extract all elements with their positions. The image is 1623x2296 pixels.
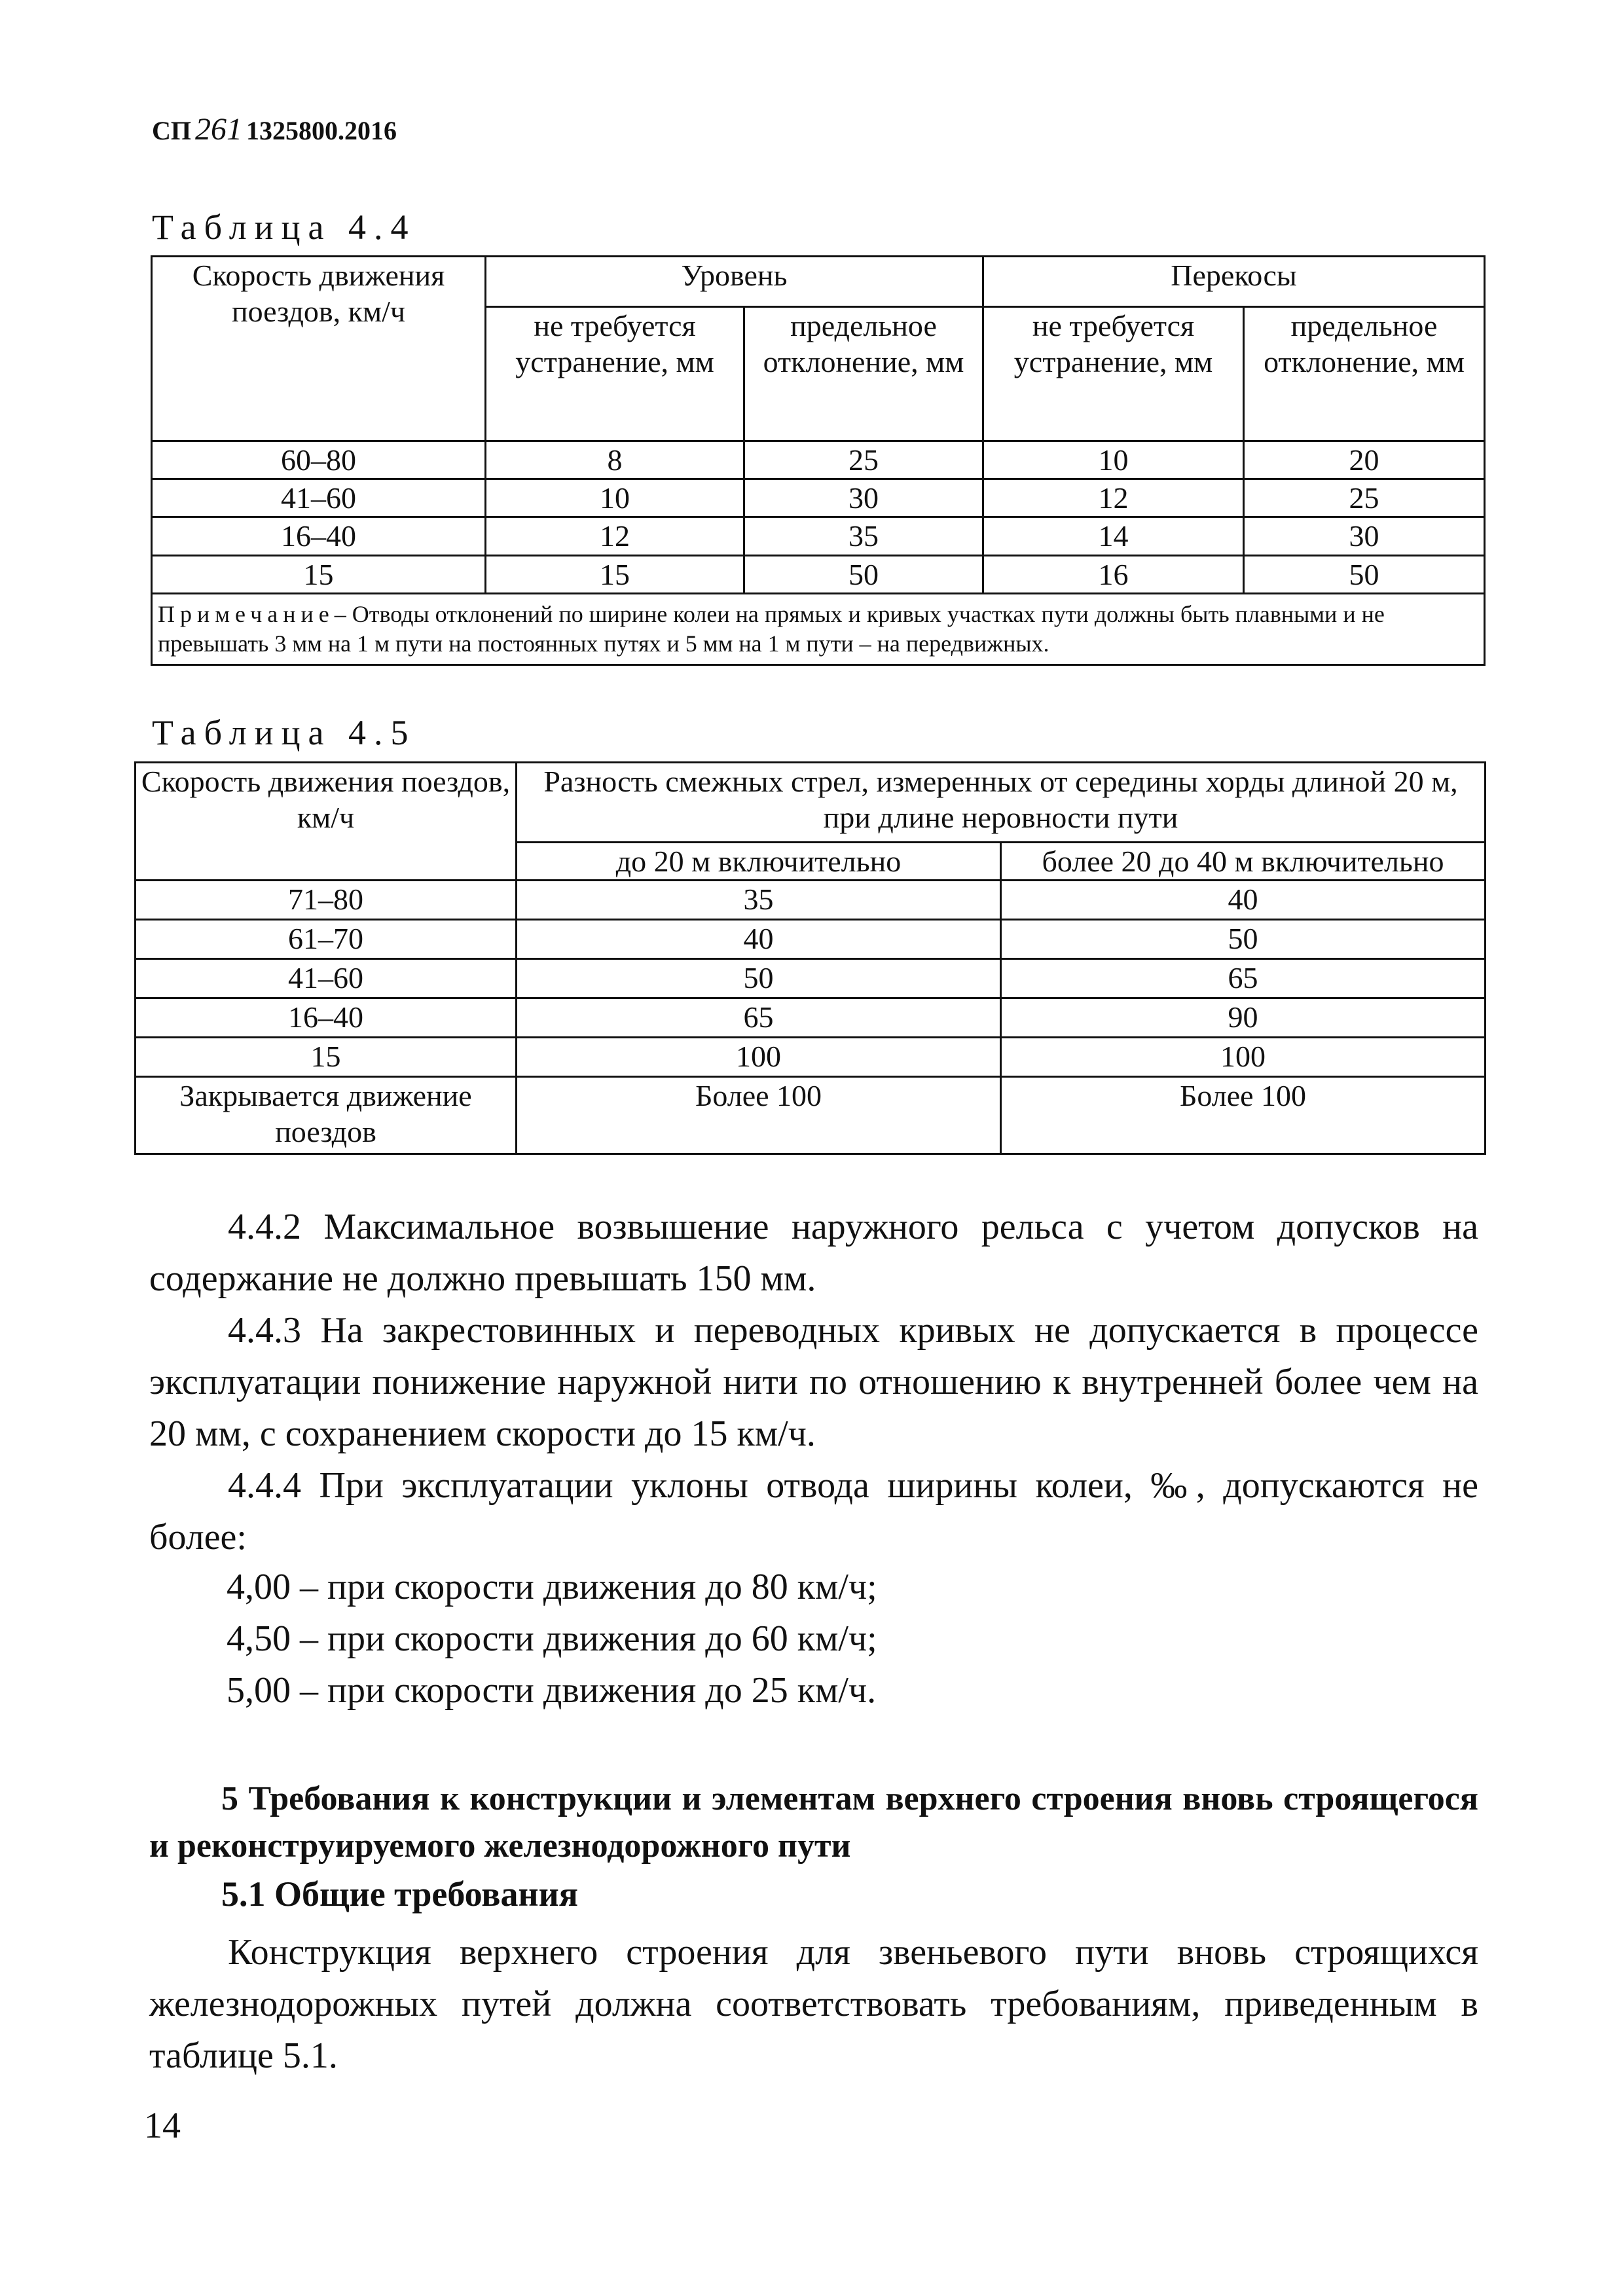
- table-cell: 20: [1244, 441, 1485, 479]
- doc-code-number: 1325800.2016: [246, 116, 397, 145]
- table-cell: 30: [744, 479, 983, 517]
- table-4-4-caption: Таблица 4.4: [152, 208, 416, 247]
- table-cell: 61–70: [136, 920, 517, 959]
- table-4-5-caption: Таблица 4.5: [152, 713, 416, 752]
- note-text: – Отводы отклонений по ширине колеи на прямых и кривых участках пути должны быть плавными и не превышать 3 мм на 1 м пути на постоянных путях и 5 мм на 1 м пути – на передвижных.: [158, 600, 1385, 657]
- table-cell: 40: [1001, 881, 1486, 920]
- table-cell: 35: [517, 881, 1001, 920]
- paragraph-4-4-2: 4.4.2 Максимальное возвышение наружного рельса с учетом допусков на содержание не должно превышать 150 мм.: [149, 1207, 1478, 1299]
- header-skew-no-fix: не требуется устранение, мм: [983, 307, 1244, 441]
- table-row: [152, 517, 1485, 555]
- table-cell: 65: [517, 998, 1001, 1038]
- table-cell: 40: [517, 920, 1001, 959]
- note-label: Примечание: [158, 600, 335, 627]
- table-cell: 50: [744, 555, 983, 593]
- header-difference: Разность смежных стрел, измеренных от середины хорды длиной 20 м, при длине неровности пути: [517, 763, 1486, 843]
- table-row: [152, 555, 1485, 593]
- table-row: [136, 920, 1486, 959]
- table-4-5: [134, 761, 1486, 1155]
- section-5-1-heading: 5.1 Общие требования: [221, 1874, 578, 1914]
- table-cell: 90: [1001, 998, 1486, 1038]
- document-code: [152, 111, 397, 147]
- table-cell: 60–80: [152, 441, 486, 479]
- table-note: [152, 593, 1485, 665]
- page-number: 14: [144, 2105, 181, 2146]
- table-cell: 16: [983, 555, 1244, 593]
- header-speed: Скорость движения поездов, км/ч: [152, 257, 486, 441]
- table-cell: 15: [486, 555, 744, 593]
- table-cell: 12: [486, 517, 744, 555]
- table-cell: 15: [136, 1038, 517, 1077]
- header-20-to-40: более 20 до 40 м включительно: [1001, 843, 1486, 881]
- header-up-to-20: до 20 м включительно: [517, 843, 1001, 881]
- doc-prefix: СП: [152, 116, 191, 145]
- table-cell: 10: [486, 479, 744, 517]
- list-item: 4,50 – при скорости движения до 60 км/ч;: [227, 1618, 877, 1659]
- table-4-4: [151, 255, 1486, 666]
- table-row: [136, 959, 1486, 998]
- table-cell: 10: [983, 441, 1244, 479]
- table-cell: 50: [1001, 920, 1486, 959]
- header-speed: Скорость движения поездов, км/ч: [136, 763, 517, 881]
- table-cell: 41–60: [152, 479, 486, 517]
- table-row: [136, 1038, 1486, 1077]
- header-skew: Перекосы: [983, 257, 1485, 307]
- table-cell: Более 100: [517, 1077, 1001, 1154]
- table-cell: 41–60: [136, 959, 517, 998]
- header-level-no-fix: не требуется устранение, мм: [486, 307, 744, 441]
- table-cell: 35: [744, 517, 983, 555]
- table-cell: 100: [1001, 1038, 1486, 1077]
- table-row: [152, 479, 1485, 517]
- list-item: 4,00 – при скорости движения до 80 км/ч;: [227, 1567, 877, 1607]
- table-row: [136, 998, 1486, 1038]
- table-cell: 50: [517, 959, 1001, 998]
- paragraph-4-4-4: 4.4.4 При эксплуатации уклоны отвода ширины колеи, ‰, допускаются не более:: [149, 1465, 1478, 1558]
- table-cell: 12: [983, 479, 1244, 517]
- paragraph-5-1: Конструкция верхнего строения для звеньевого пути вновь строящихся железнодорожных путей должна соответствовать требованиям, приведенным в таблице 5.1.: [149, 1932, 1478, 2076]
- table-cell: 65: [1001, 959, 1486, 998]
- table-cell: 8: [486, 441, 744, 479]
- header-level: Уровень: [486, 257, 983, 307]
- list-item: 5,00 – при скорости движения до 25 км/ч.: [227, 1670, 877, 1711]
- header-skew-limit: предельное отклонение, мм: [1244, 307, 1485, 441]
- table-cell: 16–40: [152, 517, 486, 555]
- section-5-heading: 5 Требования к конструкции и элементам верхнего строения вновь строящегося и реконструируемого железнодорожного пути: [149, 1780, 1478, 1865]
- table-cell: 25: [1244, 479, 1485, 517]
- table-cell: 100: [517, 1038, 1001, 1077]
- table-cell: 71–80: [136, 881, 517, 920]
- table-cell: 16–40: [136, 998, 517, 1038]
- handwritten-number: 261: [195, 112, 242, 147]
- table-cell: 50: [1244, 555, 1485, 593]
- table-row: [136, 1077, 1486, 1154]
- table-cell: Более 100: [1001, 1077, 1486, 1154]
- table-cell: 25: [744, 441, 983, 479]
- table-cell: Закрывается движение поездов: [136, 1077, 517, 1154]
- paragraph-4-4-3: 4.4.3 На закрестовинных и переводных кривых не допускается в процессе эксплуатации понижение наружной нити по отношению к внутренней более чем на 20 мм, с сохранением скорости до 15 км/ч.: [149, 1310, 1478, 1454]
- table-row: [136, 881, 1486, 920]
- header-level-limit: предельное отклонение, мм: [744, 307, 983, 441]
- table-cell: 14: [983, 517, 1244, 555]
- table-cell: 30: [1244, 517, 1485, 555]
- table-row: [152, 441, 1485, 479]
- table-cell: 15: [152, 555, 486, 593]
